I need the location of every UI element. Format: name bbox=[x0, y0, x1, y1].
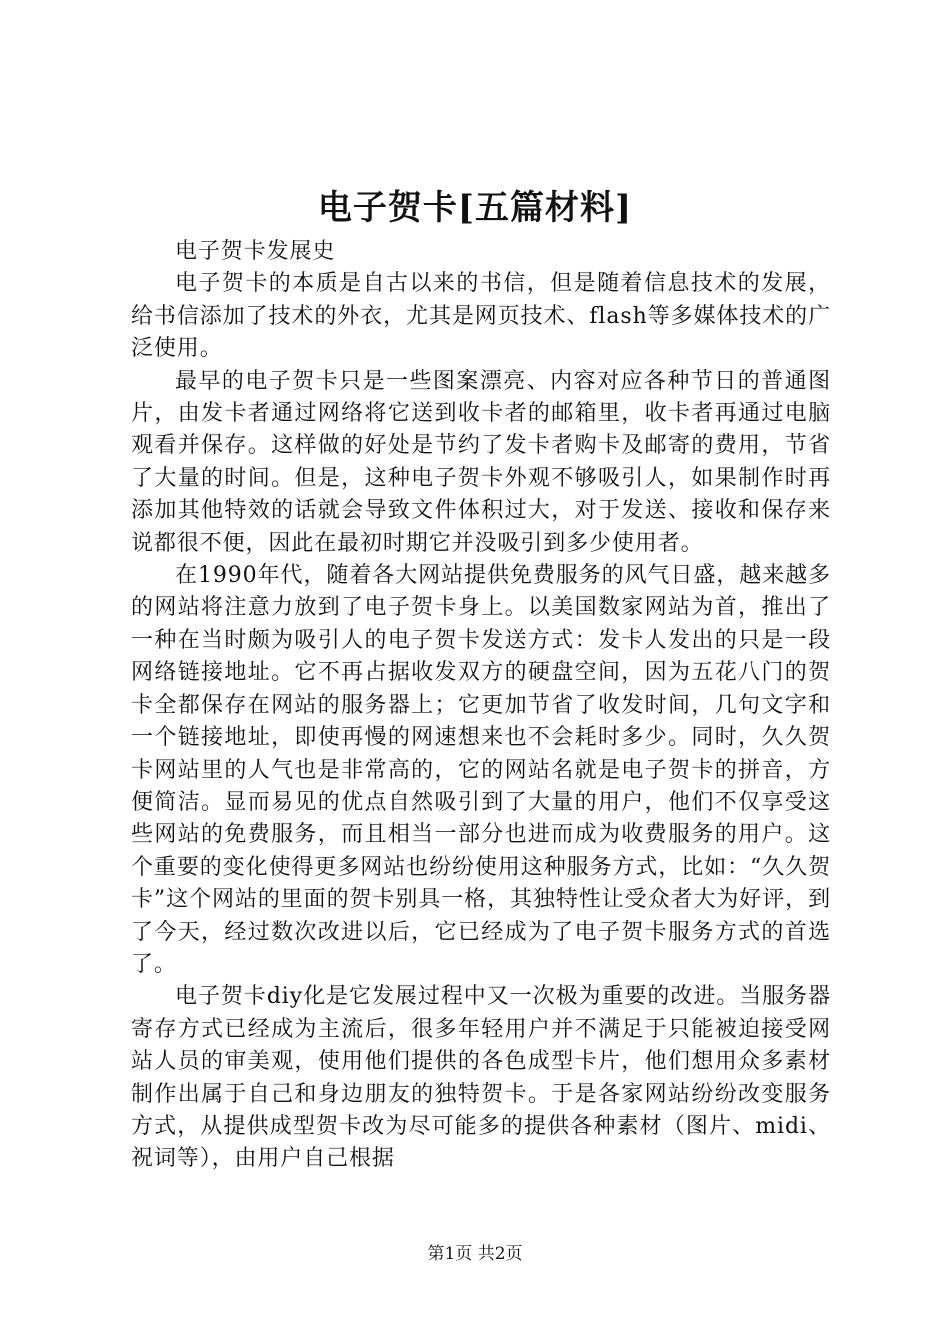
paragraph-3: 在1990年代，随着各大网站提供免费服务的风气日盛，越来越多的网站将注意力放到了电子贺卡身上。以美国数家网站为首，推出了一种在当时颇为吸引人的电子贺卡发送方式：发卡人发出的只是一段网络链接地址。它不再占据收发双方的硬盘空间，因为五花八门的贺卡全都保存在网站的服务器上；它更加节省了收发时间，几句文字和一个链接地址，即使再慢的网速想来也不会耗时多少。同时，久久贺卡网站里的人气也是非常高的，它的网站名就是电子贺卡的拼音，方便简洁。显而易见的优点自然吸引到了大量的用户，他们不仅享受这些网站的免费服务，而且相当一部分也进而成为收费服务的用户。这个重要的变化使得更多网站也纷纷使用这种服务方式，比如：“久久贺卡”这个网站的里面的贺卡别具一格，其独特性让受众者大为好评，到了今天，经过数次改进以后，它已经成为了电子贺卡服务方式的首选了。 bbox=[131, 563, 831, 977]
paragraph-2: 最早的电子贺卡只是一些图案漂亮、内容对应各种节日的普通图片，由发卡者通过网络将它送到收卡者的邮箱里，收卡者再通过电脑观看并保存。这样做的好处是节约了发卡者购卡及邮寄的费用，节省了大量的时间。但是，这种电子贺卡外观不够吸引人，如果制作时再添加其他特效的话就会导致文件体积过大，对于发送、接收和保存来说都很不便，因此在最初时期它并没吸引到多少使用者。 bbox=[131, 368, 831, 556]
document-body bbox=[131, 236, 831, 1176]
page-number-footer: 第1页 共2页 bbox=[427, 1244, 523, 1264]
paragraph-1: 电子贺卡的本质是自古以来的书信，但是随着信息技术的发展，给书信添加了技术的外衣，尤其是网页技术、flash等多媒体技术的广泛使用。 bbox=[131, 271, 831, 362]
section-heading: 电子贺卡发展史 bbox=[175, 239, 336, 264]
paragraph-4: 电子贺卡diy化是它发展过程中又一次极为重要的改进。当服务器寄存方式已经成为主流后，很多年轻用户并不满足于只能被迫接受网站人员的审美观，使用他们提供的各色成型卡片，他们想用众多素材制作出属于自己和身边朋友的独特贺卡。于是各家网站纷纷改变服务方式，从提供成型贺卡改为尽可能多的提供各种素材（图片、midi、祝词等），由用户自己根据 bbox=[131, 984, 831, 1172]
document-title: 电子贺卡[五篇材料] bbox=[317, 188, 633, 228]
